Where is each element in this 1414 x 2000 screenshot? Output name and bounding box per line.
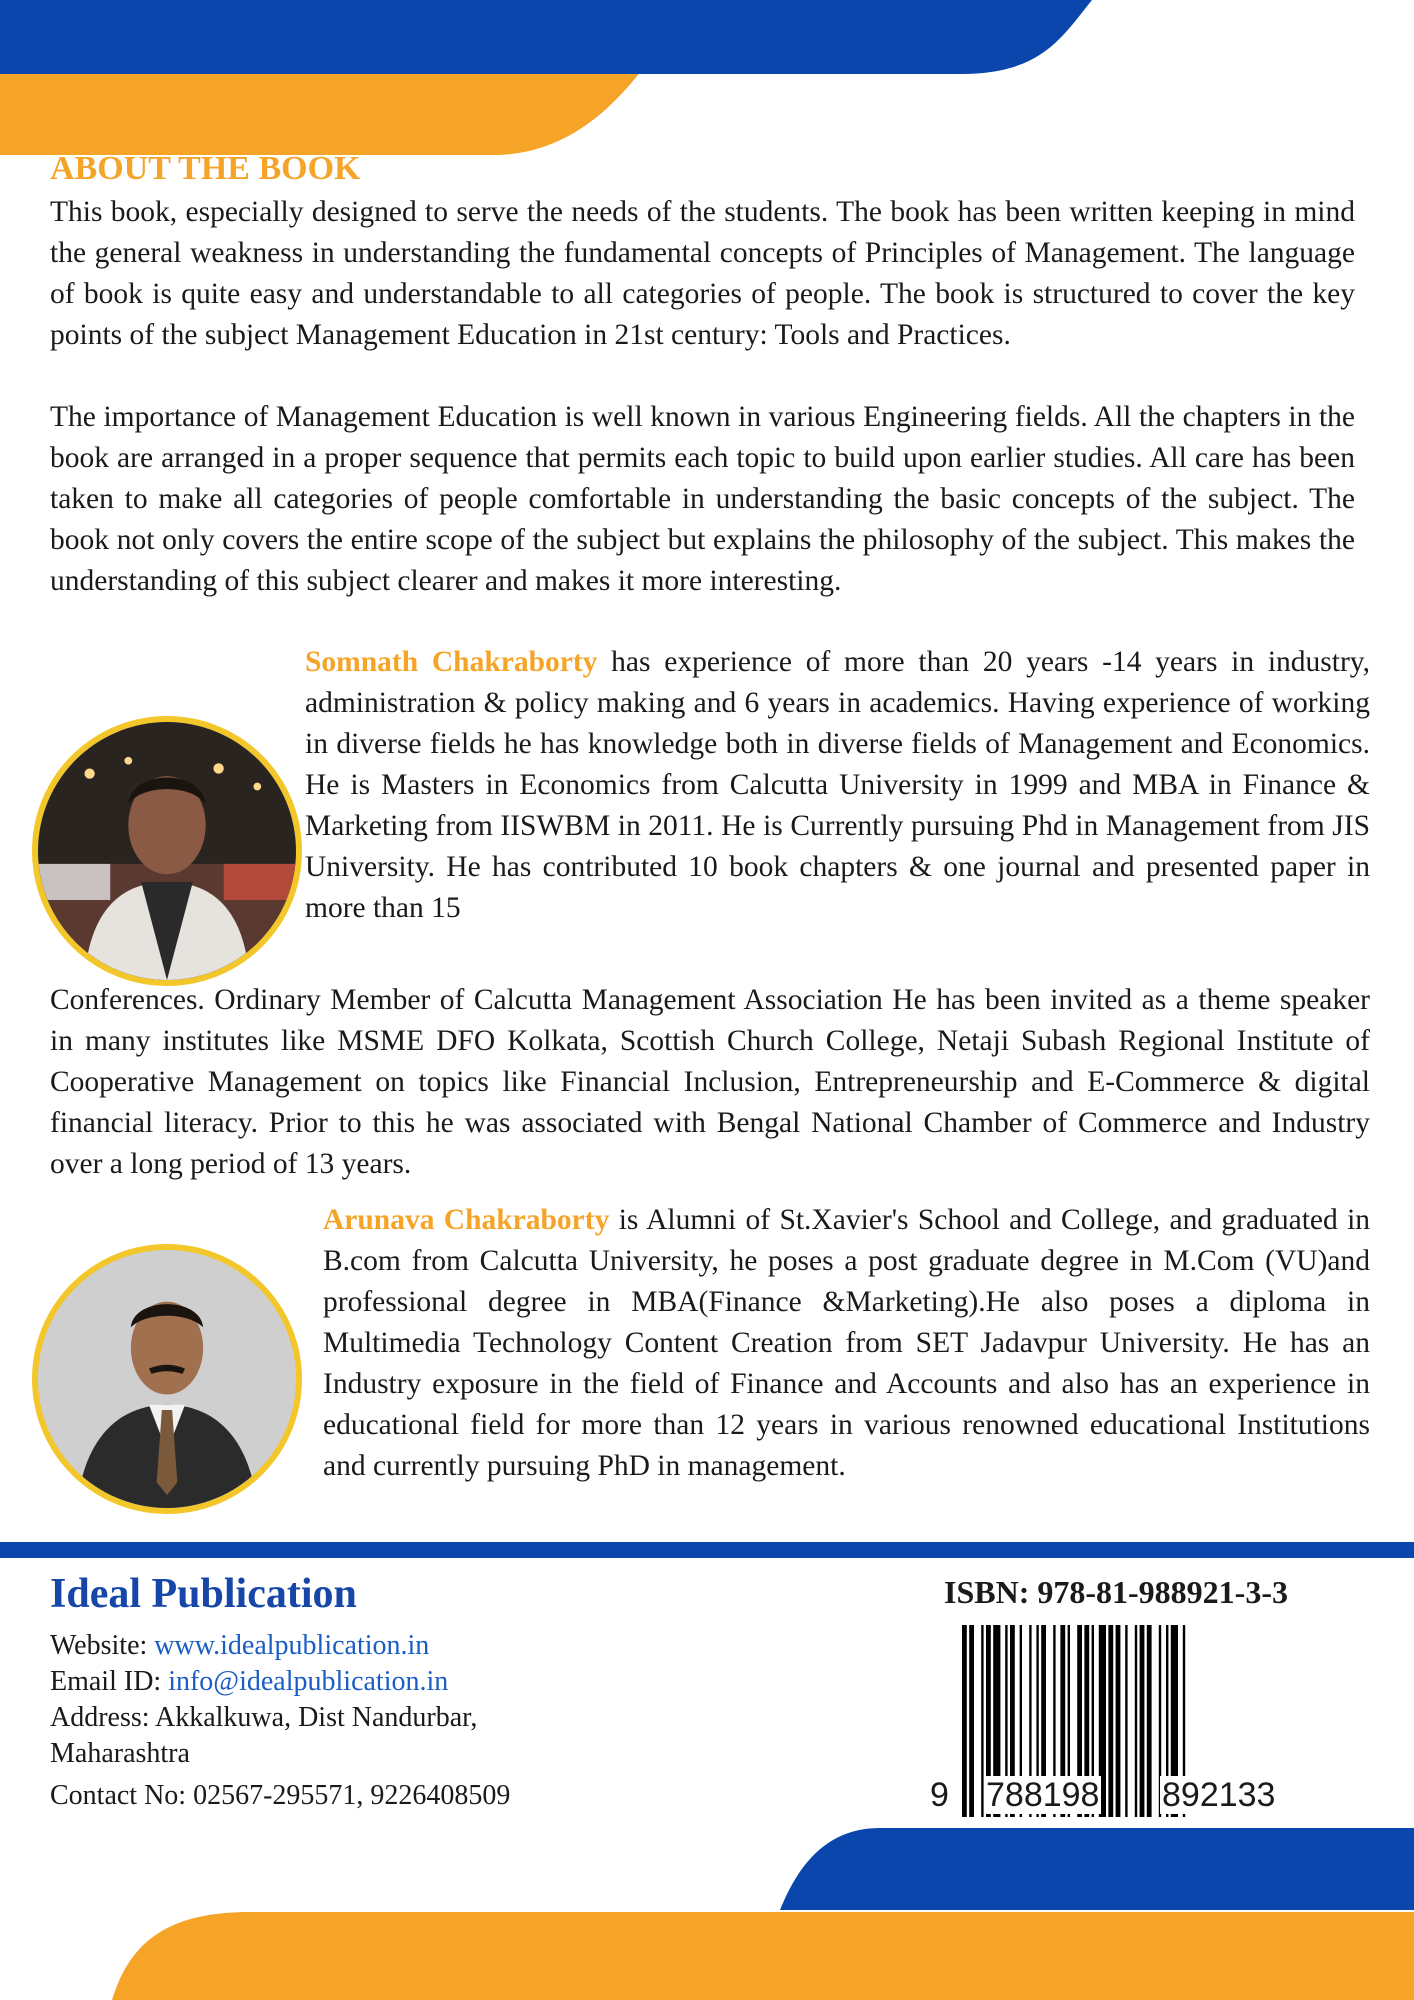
author1-photo xyxy=(32,716,302,986)
about-paragraph-1: This book, especially designed to serve the needs of the students. The book has been written keeping in mind the general weakness in understanding the fundamental concepts of Principles of Management. The language of book is quite easy and understandable to all categories of people. The book is structured to cover the key points of the subject Management Education in 21st century: Tools and Practices. xyxy=(50,196,1355,351)
barcode-digits xyxy=(928,1776,1328,1816)
barcode-digit-first: 9 xyxy=(930,1776,949,1814)
email-label: Email ID: xyxy=(50,1666,169,1697)
about-paragraph-2: The importance of Management Education is well known in various Engineering fields. All the chapters in the book are arranged in a proper sequence that permits each topic to build upon earlier studies. All care has been taken to make all categories of people comfortable in understanding the basic concepts of the subject. The book not only covers the entire scope of the subject but explains the philosophy of the subject. This makes the understanding of this subject clearer and makes it more interesting. xyxy=(50,401,1355,597)
author2-bio-text: is Alumni of St.Xavier's School and College, and graduated in B.com from Calcutta University, he poses a post graduate degree in M.Com (VU)and professional degree in MBA(Finance &Marketing).He also poses a diploma in Multimedia Technology Content Creation from SET Jadavpur University. He has an Industry exposure in the field of Finance and Accounts and also has an experience in educational field for more than 12 years in various renowned educational Institutions and currently pursuing PhD in management. xyxy=(323,1204,1371,1482)
author1-name: Somnath Chakraborty xyxy=(305,646,598,678)
author1-bio-continued: Conferences. Ordinary Member of Calcutta Management Association He has been invited as a theme speaker in many institutes like MSME DFO Kolkata, Scottish Church College, Netaji Subash Regional Institute of Cooperative Management on topics like Financial Inclusion, Entrepreneurship and E-Commerce & digital financial literacy. Prior to this he was associated with Bengal National Chamber of Commerce and Industry over a long period of 13 years. xyxy=(50,984,1370,1180)
author1-bio xyxy=(305,642,1370,929)
author2-photo xyxy=(32,1244,302,1514)
website-link[interactable]: www.idealpublication.in xyxy=(154,1630,430,1661)
barcode-digits-group1: 788198 xyxy=(986,1776,1100,1814)
isbn-label: ISBN: 978-81-988921-3-3 xyxy=(944,1574,1288,1610)
author2-bio xyxy=(323,1200,1370,1487)
publisher-address: Address: Akkalkuwa, Dist Nandurbar, Maharashtra xyxy=(50,1702,478,1769)
publisher-email-line xyxy=(50,1664,448,1700)
about-heading: ABOUT THE BOOK xyxy=(50,150,361,187)
email-link[interactable]: info@idealpublication.in xyxy=(168,1666,449,1697)
footer-divider xyxy=(0,1542,1414,1558)
barcode-digits-group2: 892133 xyxy=(1162,1776,1276,1814)
website-label: Website: xyxy=(50,1630,155,1661)
author2-name: Arunava Chakraborty xyxy=(323,1204,610,1236)
author1-bio-text: has experience of more than 20 years -14 years in industry, administration & policy making and 6 years in academics. Having experience of working in diverse fields he has knowledge both in diverse fields of Management and Economics. He is Masters in Economics from Calcutta University in 1999 and MBA in Finance & Marketing from IISWBM in 2011. He is Currently pursuing Phd in Management from JIS University. He has contributed 10 book chapters & one journal and presented paper in more than 15 xyxy=(305,646,1371,924)
publisher-name: Ideal Publication xyxy=(50,1571,357,1617)
publisher-contact: Contact No: 02567-295571, 9226408509 xyxy=(50,1780,511,1811)
publisher-website-line xyxy=(50,1628,429,1664)
